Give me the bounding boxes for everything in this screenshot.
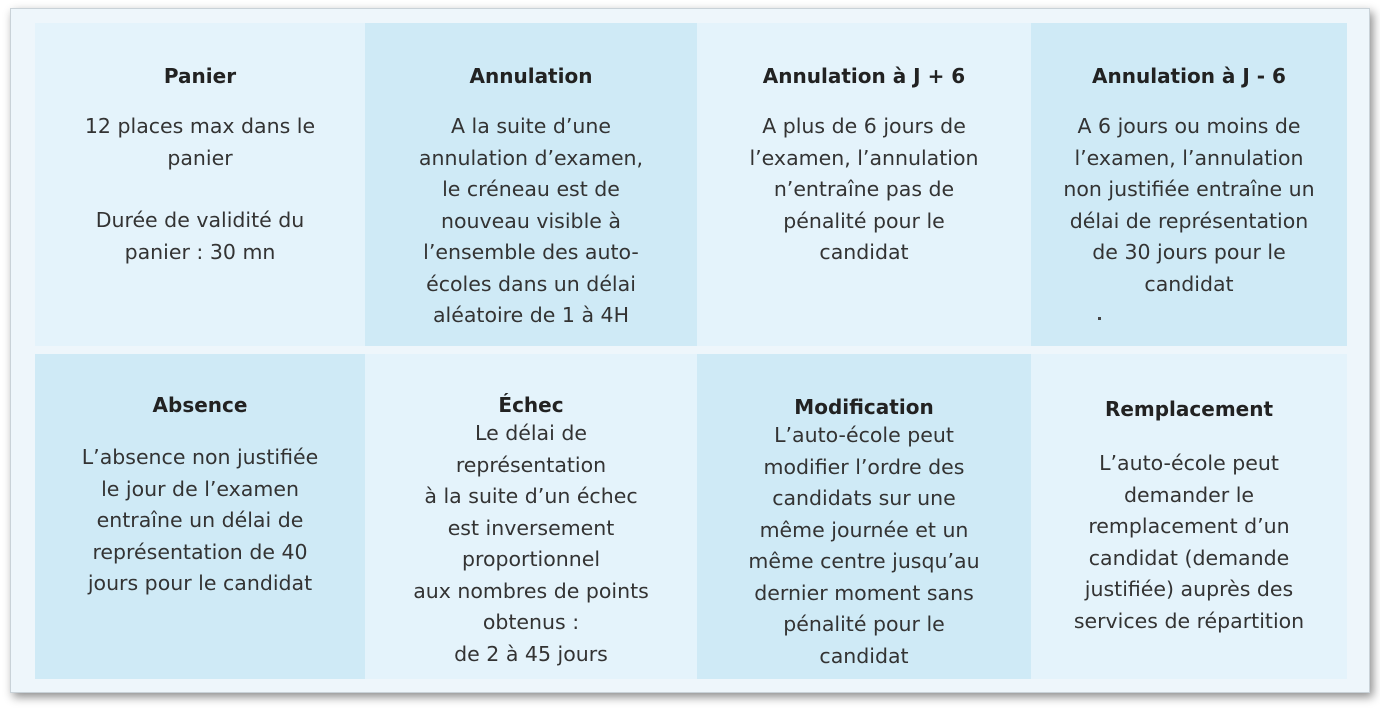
text-line: obtenus : xyxy=(482,610,580,634)
text-line: de 2 à 45 jours xyxy=(454,641,608,666)
card-title: Panier xyxy=(163,64,237,88)
text-line: l’examen, l’annulation xyxy=(1074,145,1304,170)
card-text xyxy=(379,111,683,332)
text-line: représentation de 40 xyxy=(92,539,308,564)
text-line: candidat xyxy=(1144,271,1234,296)
text-line: remplacement d’un xyxy=(1088,514,1290,538)
card-text xyxy=(1045,111,1333,300)
text-line: écoles dans un délai xyxy=(426,271,636,296)
text-line: A plus de 6 jours de xyxy=(762,114,966,138)
card-text xyxy=(711,420,1017,672)
card-annulation-j-moins-6 xyxy=(1031,23,1347,346)
text-line: proportionnel xyxy=(461,547,601,571)
text-line: L’absence non justifiée xyxy=(81,445,319,469)
text-line: l’examen, l’annulation xyxy=(749,145,979,170)
card-text xyxy=(49,111,351,268)
card-echec xyxy=(365,354,697,679)
card-modification xyxy=(697,354,1031,679)
text-line: non justifiée entraîne un xyxy=(1063,177,1315,201)
text-line: L’auto-école peut xyxy=(774,423,954,447)
info-table xyxy=(10,8,1370,693)
text-line: même journée et un xyxy=(759,517,969,542)
text-line: pénalité pour le xyxy=(783,208,945,233)
card-text xyxy=(711,111,1017,269)
text-line: le créneau est de xyxy=(442,177,620,201)
text-line: L’auto-école peut xyxy=(1099,451,1279,475)
text-line: panier : 30 mn xyxy=(124,239,276,264)
text-line: annulation d’examen, xyxy=(418,145,644,170)
text-line: à la suite d’un échec xyxy=(424,484,638,508)
text-line: de 30 jours pour le xyxy=(1092,240,1286,264)
card-remplacement xyxy=(1031,354,1347,679)
card-title: Annulation à J - 6 xyxy=(1092,64,1286,88)
text-line: services de répartition xyxy=(1073,608,1305,633)
text-line: demander le xyxy=(1123,482,1255,507)
card-title: Annulation xyxy=(469,64,593,88)
text-line: l’ensemble des auto- xyxy=(423,240,639,264)
card-panier xyxy=(35,23,365,346)
text-line: aux nombres de points xyxy=(413,578,649,603)
text-line: Le délai de xyxy=(475,421,587,445)
text-line: nouveau visible à xyxy=(441,208,621,233)
text-line: modifier l’ordre des xyxy=(763,454,965,479)
card-absence xyxy=(35,354,365,679)
text-line: est inversement xyxy=(447,515,615,540)
text-line: candidat (demande xyxy=(1088,545,1290,570)
text-line: A la suite d’une xyxy=(451,114,611,138)
text-line: aléatoire de 1 à 4H xyxy=(432,303,630,327)
card-title: Modification xyxy=(794,395,934,419)
card-title: Remplacement xyxy=(1104,397,1274,421)
card-annulation xyxy=(365,23,697,346)
stray-dot xyxy=(1098,317,1101,320)
text-line: pénalité pour le xyxy=(783,612,945,636)
card-annulation-j-plus-6 xyxy=(697,23,1031,346)
text-line: panier xyxy=(167,145,233,170)
card-title: Annulation à J + 6 xyxy=(762,64,966,88)
text-line: 12 places max dans le xyxy=(84,114,316,138)
card-text xyxy=(49,442,351,600)
text-line: candidats sur une xyxy=(772,486,956,510)
text-line: le jour de l’examen xyxy=(101,476,299,501)
text-line: délai de représentation xyxy=(1069,208,1309,233)
text-line: A 6 jours ou moins de xyxy=(1077,114,1301,138)
text-line: candidat xyxy=(819,240,909,264)
card-title: Absence xyxy=(152,393,248,417)
text-line: n’entraîne pas de xyxy=(773,177,955,201)
text-line: même centre jusqu’au xyxy=(748,549,980,573)
text-line: dernier moment sans xyxy=(754,580,974,605)
text-line: représentation xyxy=(455,452,607,477)
card-text xyxy=(379,418,683,670)
text-line: entraîne un délai de xyxy=(96,508,304,532)
card-title: Échec xyxy=(498,393,564,417)
text-line: jours pour le candidat xyxy=(87,571,313,595)
text-line: candidat xyxy=(819,643,909,668)
text-line: Durée de validité du xyxy=(95,208,305,232)
text-line: justifiée) auprès des xyxy=(1084,577,1294,601)
card-text xyxy=(1045,448,1333,637)
